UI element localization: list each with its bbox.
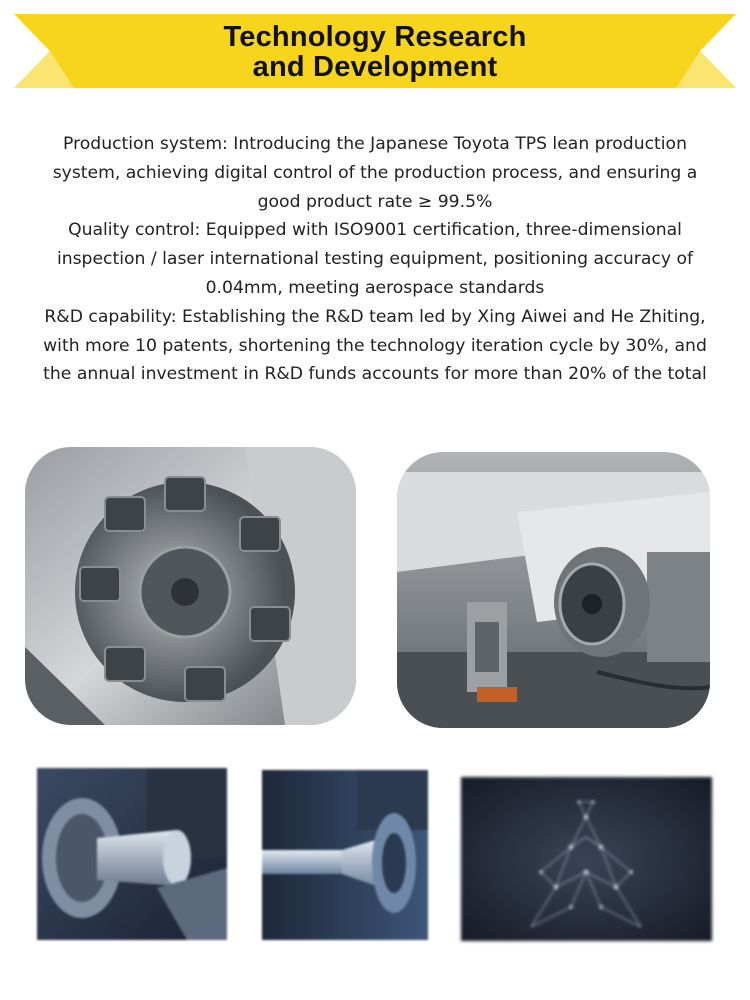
page-title-line-2: and Development: [252, 51, 498, 83]
cnc-turret-photo: [25, 447, 356, 725]
description-text: [30, 130, 720, 389]
title-banner: [14, 14, 736, 88]
lathe-chuck-photo: [397, 452, 710, 728]
quality-control-paragraph: Quality control: Equipped with ISO9001 certification, three-dimensional inspection / laser international testing equipment, positioning accuracy of 0.04mm, meeting aerospace standards: [56, 220, 694, 298]
page-title: [14, 22, 736, 82]
page-title-line-1: Technology Research: [223, 21, 527, 53]
spindle-closeup-photo: [37, 768, 227, 940]
machined-shaft-photo: [262, 770, 428, 940]
rd-capability-paragraph: R&D capability: Establishing the R&D team led by Xing Aiwei and He Zhiting, with more 10 patents, shortening the technology iteration cycle by 30%, and the annual investment in R&D funds accounts for more than 20% of the total: [43, 306, 707, 385]
production-system-paragraph: Production system: Introducing the Japanese Toyota TPS lean production system, achieving digital control of the production process, and ensuring a good product rate ≥ 99.5%: [52, 134, 698, 212]
digital-hands-photo: [461, 777, 712, 941]
